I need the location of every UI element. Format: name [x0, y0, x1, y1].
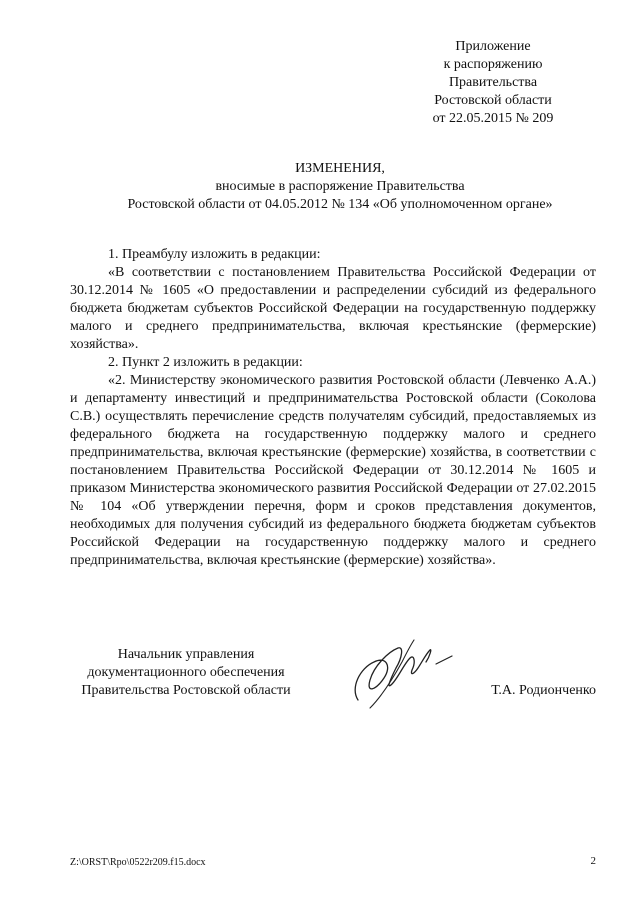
appendix-line: Правительства — [448, 75, 538, 90]
signatory-line: Начальник управления — [117, 647, 255, 662]
footer-file-path: Z:\ORST\Rpo\0522r209.f15.docx — [70, 857, 206, 868]
heading-subtitle: вносимые в распоряжение Правительства — [215, 179, 465, 194]
appendix-header — [400, 38, 586, 128]
handwritten-signature — [340, 628, 460, 718]
item-1-text: «В соответствии с постановлением Правительства Российской Федерации от 30.12.2014 № 1605 «О предоставлении и распределении субсидий из федерального бюджета бюджетам субъектов Российской Федерации на государственную поддержку малого и среднего предпринимательства, включая крестьянские (фермерские) хозяйства». — [70, 265, 596, 352]
appendix-line: к распоряжению — [443, 57, 543, 72]
page-number: 2 — [590, 855, 596, 867]
appendix-line: Ростовской области — [434, 93, 552, 108]
signatory-line: Правительства Ростовской области — [81, 683, 291, 698]
signatory-name: Т.А. Родионченко — [491, 683, 596, 698]
heading-title: ИЗМЕНЕНИЯ, — [295, 161, 385, 176]
item-2-title: 2. Пункт 2 изложить в редакции: — [108, 355, 303, 370]
signatory-position — [70, 646, 302, 700]
appendix-line: от 22.05.2015 № 209 — [432, 111, 554, 126]
signatory-line: документационного обеспечения — [87, 665, 285, 680]
document-heading — [70, 160, 610, 214]
appendix-line: Приложение — [455, 39, 531, 54]
item-2-text: «2. Министерству экономического развития Ростовской области (Левченко А.А.) и департаменту инвестиций и предпринимательства Ростовской области (Соколова С.В.) осуществлять перечисление средств получателям субсидий, предоставляемых из федерального бюджета на государственную поддержку малого и среднего предпринимательства, включая крестьянские (фермерские) хозяйства, в соответствии с постановлением Правительства Российской Федерации от 30.12.2014 № 1605 и приказом Министерства экономического развития Российской Федерации от 27.02.2015 № 104 «Об утверждении перечня, форм и сроков представления документов, необходимых для получения субсидий из федерального бюджета бюджетам субъектов Российской Федерации на государственную поддержку малого и среднего предпринимательства, включая крестьянские (фермерские) хозяйства». — [70, 373, 596, 568]
document-body — [70, 246, 596, 570]
heading-subtitle: Ростовской области от 04.05.2012 № 134 «Об уполномоченном органе» — [127, 197, 553, 212]
item-1-title: 1. Преамбулу изложить в редакции: — [108, 247, 321, 262]
